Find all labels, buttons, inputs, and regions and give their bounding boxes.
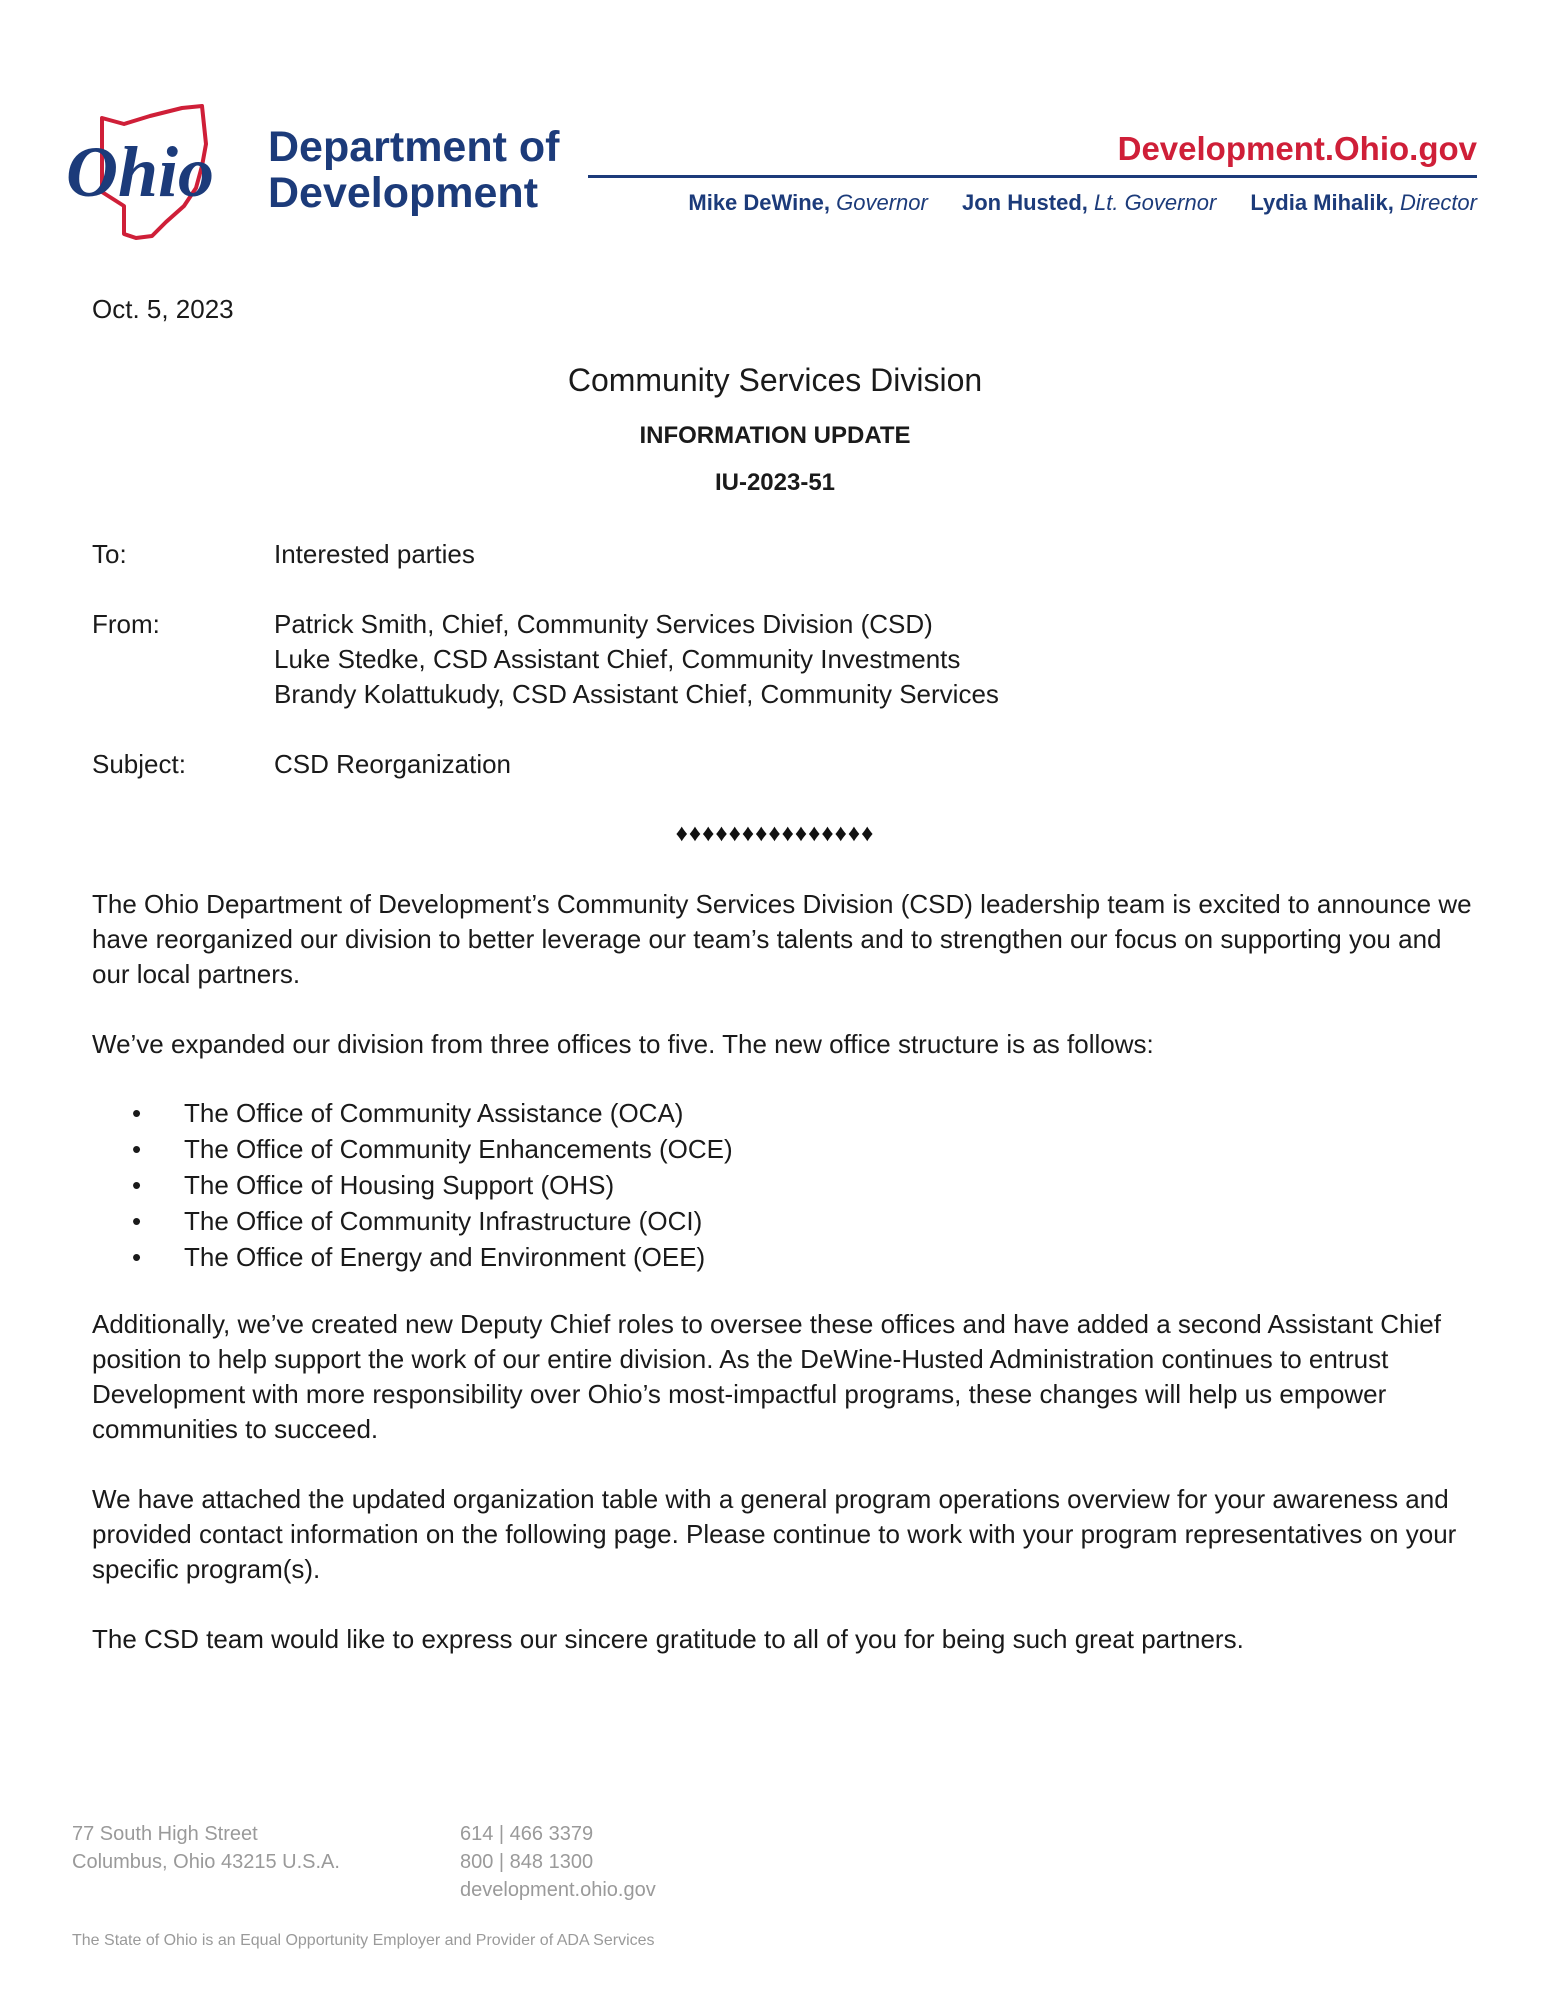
- from-line: Brandy Kolattukudy, CSD Assistant Chief, Community Services: [274, 679, 999, 709]
- official-name: Mike DeWine,: [688, 190, 830, 215]
- to-value: Interested parties: [274, 539, 475, 569]
- official-lt-governor: [962, 190, 1216, 215]
- office-list: [132, 1095, 733, 1275]
- address-line: Columbus, Ohio 43215 U.S.A.: [72, 1851, 340, 1873]
- department-name-line2: Development: [268, 169, 539, 217]
- official-governor: [688, 190, 927, 215]
- subject-value: CSD Reorganization: [274, 749, 512, 779]
- official-title: Director: [1399, 190, 1477, 215]
- to-label: To:: [92, 539, 127, 569]
- header-divider: [588, 175, 1477, 178]
- paragraph-gratitude: The CSD team would like to express our sincere gratitude to all of you for being such great partners.: [92, 1624, 1244, 1654]
- phone-line: 614 | 466 3379: [460, 1823, 594, 1845]
- eeo-statement: The State of Ohio is an Equal Opportunity Employer and Provider of ADA Services: [72, 1932, 655, 1949]
- address-line: 77 South High Street: [72, 1823, 258, 1845]
- logo-text: Ohio: [66, 132, 215, 212]
- footer-address: [72, 1820, 340, 1876]
- footer-contact: [460, 1820, 656, 1904]
- paragraph-deputy-chief: Additionally, we’ve created new Deputy Chief roles to oversee these offices and have added a second Assistant Chief position to help support the work of our entire division. As the DeWine-Husted Administration continues to entrust Development with more responsibility over Ohio’s most-impactful programs, these changes will help us empower communities to succeed.: [92, 1309, 1441, 1444]
- list-item: • The Office of Energy and Environment (OEE): [132, 1239, 733, 1275]
- document-date: Oct. 5, 2023: [92, 294, 234, 324]
- official-name: Lydia Mihalik,: [1250, 190, 1394, 215]
- paragraph-attachment: We have attached the updated organization table with a general program operations overview for your awareness and provided contact information on the following page. Please continue to work with your program representatives on your specific program(s).: [92, 1484, 1457, 1584]
- department-name-line1: Department of: [268, 123, 560, 171]
- from-line: Luke Stedke, CSD Assistant Chief, Community Investments: [274, 644, 961, 674]
- ohio-logo: [66, 104, 246, 250]
- officials-line: [660, 190, 1477, 216]
- footer-web-link[interactable]: development.ohio.gov: [460, 1879, 656, 1901]
- update-title: INFORMATION UPDATE: [639, 422, 911, 449]
- official-director: [1250, 190, 1477, 215]
- subject-label: Subject:: [92, 749, 186, 779]
- paragraph-intro: The Ohio Department of Development’s Community Services Division (CSD) leadership team is excited to announce we have reorganized our division to better leverage our team’s talents and to strengthen our focus on supporting you and our local partners.: [92, 889, 1472, 989]
- list-item: • The Office of Community Assistance (OCA): [132, 1095, 733, 1131]
- official-name: Jon Husted,: [961, 190, 1088, 215]
- list-item: • The Office of Housing Support (OHS): [132, 1167, 733, 1203]
- phone-line: 800 | 848 1300: [460, 1851, 594, 1873]
- division-title: Community Services Division: [567, 362, 983, 398]
- from-label: From:: [92, 609, 160, 639]
- list-item: • The Office of Community Infrastructure (OCI): [132, 1203, 733, 1239]
- website-link[interactable]: Development.Ohio.gov: [1117, 130, 1477, 167]
- official-title: Governor: [836, 190, 928, 215]
- paragraph-expansion: We’ve expanded our division from three offices to five. The new office structure is as follows:: [92, 1029, 1154, 1059]
- official-title: Lt. Governor: [1094, 190, 1217, 215]
- department-name: [268, 124, 559, 216]
- from-line: Patrick Smith, Chief, Community Services Division (CSD): [274, 609, 933, 639]
- diamond-divider: ♦♦♦♦♦♦♦♦♦♦♦♦♦♦♦: [675, 820, 875, 847]
- from-value: [274, 607, 999, 712]
- update-id: IU-2023-51: [714, 469, 836, 496]
- list-item: • The Office of Community Enhancements (OCE): [132, 1131, 733, 1167]
